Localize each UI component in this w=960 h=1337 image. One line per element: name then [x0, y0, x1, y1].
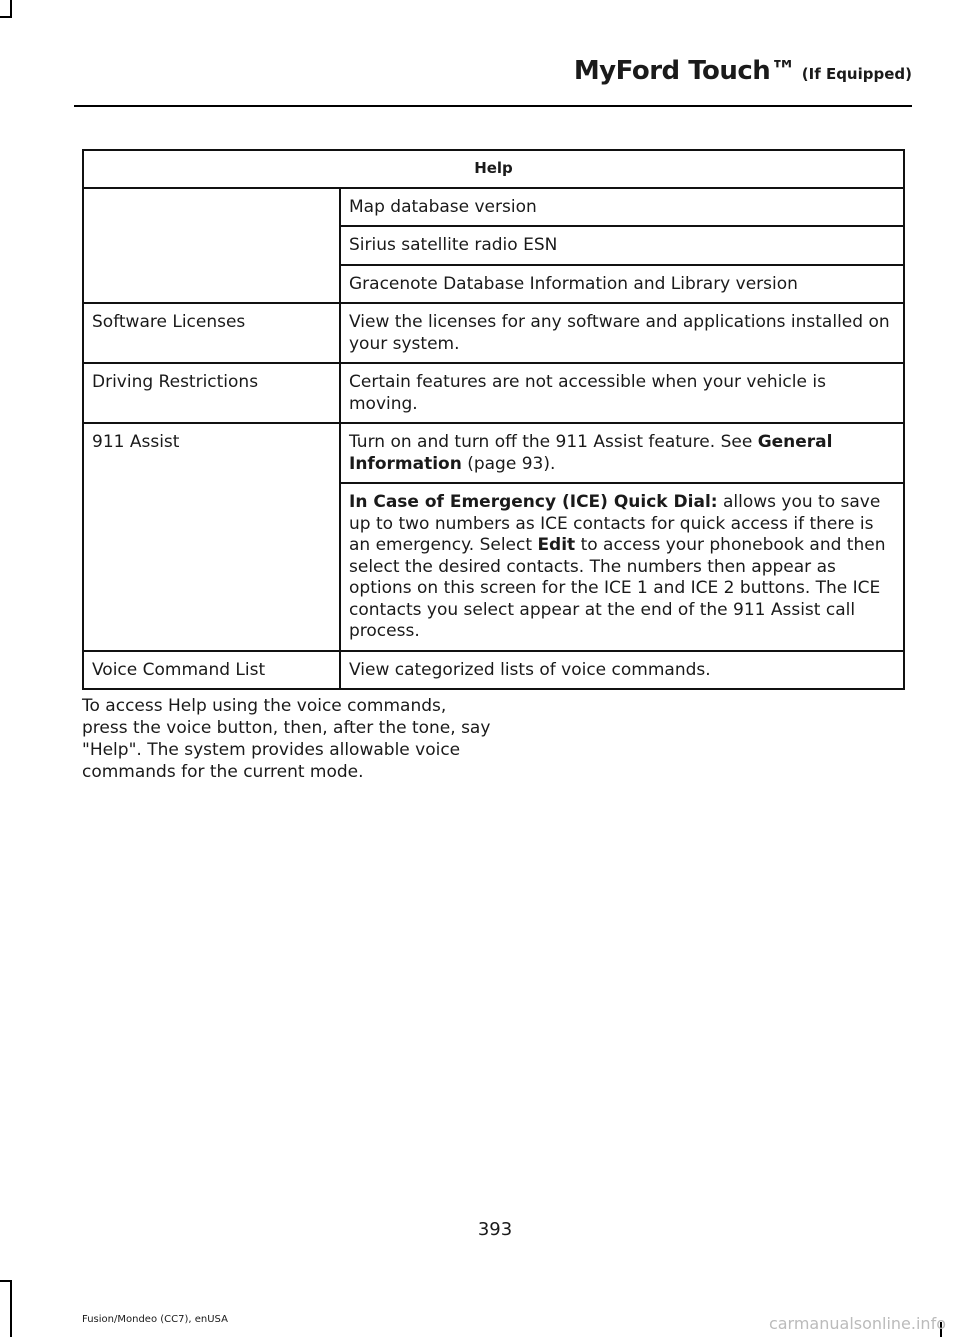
desc-text: Turn on and turn off the 911 Assist feature. See	[349, 432, 758, 452]
body-paragraph: To access Help using the voice commands, press the voice button, then, after the tone, say "Help". The system provides allowable voice commands for the current mode.	[82, 696, 491, 782]
ice-quick-dial-term: In Case of Emergency (ICE) Quick Dial:	[349, 492, 718, 512]
table-row	[83, 423, 904, 483]
desc-page-ref: (page 93).	[461, 453, 556, 474]
crop-mark-bottom-left	[10, 1280, 12, 1337]
page-title-qualifier: (If Equipped)	[801, 65, 912, 83]
table-cell-label: Software Licenses	[83, 303, 340, 363]
table-cell-desc: Gracenote Database Information and Library version	[340, 265, 904, 304]
help-table	[82, 149, 905, 690]
table-row	[83, 188, 904, 227]
table-cell-label: Driving Restrictions	[83, 363, 340, 423]
table-cell-desc: View categorized lists of voice commands.	[340, 651, 904, 690]
desc-text: to access your phonebook and then select the desired contacts. The numbers then appear as options on this screen for the ICE 1 and ICE 2 buttons. The ICE contacts you select appear at the end of the 911 Assist call process.	[349, 535, 886, 641]
table-row	[83, 651, 904, 690]
table-cell-label: Voice Command List	[83, 651, 340, 690]
crop-mark-top-left-h	[0, 16, 12, 18]
table-cell-desc	[340, 423, 904, 483]
page-title: MyFord Touch™	[573, 56, 796, 86]
table-cell-desc: Map database version	[340, 188, 904, 227]
table-heading: Help	[83, 150, 904, 188]
crop-mark-bottom-left-h	[0, 1280, 12, 1282]
table-cell-desc: Certain features are not accessible when your vehicle is moving.	[340, 363, 904, 423]
table-row	[83, 363, 904, 423]
table-cell-desc: View the licenses for any software and applications installed on your system.	[340, 303, 904, 363]
table-cell-desc: Sirius satellite radio ESN	[340, 226, 904, 265]
cross-reference-link[interactable]: General Information	[349, 432, 833, 474]
header-rule	[74, 105, 912, 107]
table-row	[83, 303, 904, 363]
table-cell-desc	[340, 483, 904, 651]
page-number: 393	[477, 1219, 513, 1240]
footer-text: Fusion/Mondeo (CC7), enUSA	[82, 1314, 228, 1325]
table-header-row	[83, 150, 904, 188]
table-cell-label: 911 Assist	[83, 423, 340, 651]
watermark: carmanualsonline.info	[768, 1314, 946, 1333]
edit-term: Edit	[537, 535, 576, 555]
desc-text: allows you to save up to two numbers as ICE contacts for quick access if there is an emergency. Select	[349, 492, 881, 555]
table-cell-empty	[83, 188, 340, 304]
page-header	[0, 56, 912, 86]
